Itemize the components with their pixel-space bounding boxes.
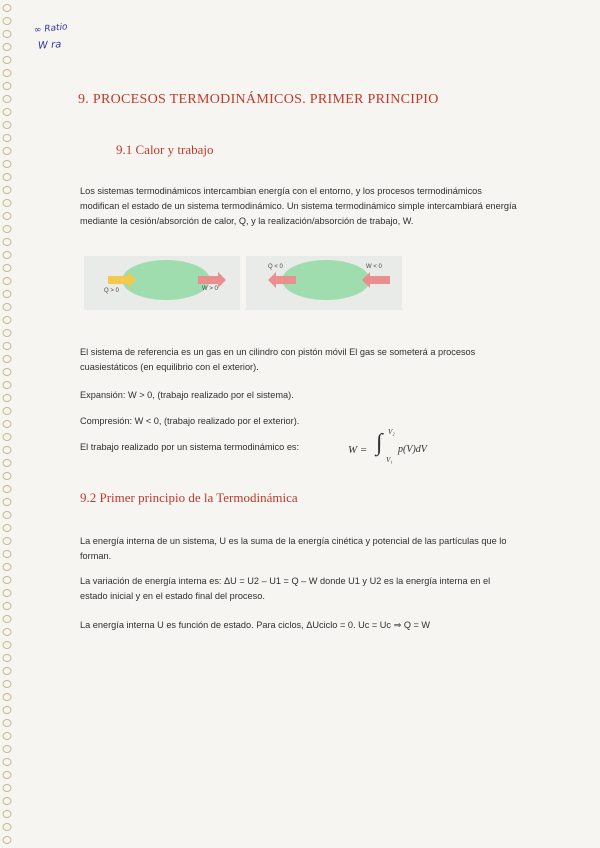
binding-hole — [3, 798, 11, 805]
paragraph-energy-variation: La variación de energía interna es: ΔU = U2 – U1 = Q – W donde U1 y U2 es la energía interna en el estado inicial y en el estado final del proceso. — [80, 576, 491, 601]
binding-hole — [3, 694, 11, 701]
binding-hole — [3, 603, 11, 610]
binding-hole — [3, 31, 11, 38]
binding-hole — [3, 759, 11, 766]
binding-hole — [3, 395, 11, 402]
binding-hole — [3, 239, 11, 246]
binding-hole — [3, 499, 11, 506]
binding-hole — [3, 70, 11, 77]
binding-hole — [3, 733, 11, 740]
binding-hole — [3, 369, 11, 376]
paragraph-expansion: Expansión: W > 0, (trabajo realizado por el sistema). — [80, 390, 294, 400]
binding-hole — [3, 642, 11, 649]
paragraph-state-function: La energía interna U es función de estado. Para ciclos, ΔUciclo = 0. Uc = Uc ⇒ Q = W — [80, 620, 431, 630]
binding-hole — [3, 226, 11, 233]
binding-hole — [3, 96, 11, 103]
figure-negative-exchange — [246, 256, 402, 310]
binding-hole — [3, 785, 11, 792]
binding-hole — [3, 109, 11, 116]
binding-hole — [3, 811, 11, 818]
handwritten-annotation-bottom: W ra — [37, 39, 62, 52]
binding-hole — [3, 772, 11, 779]
binding-hole — [3, 330, 11, 337]
binding-hole — [3, 473, 11, 480]
paragraph-work: El trabajo realizado por un sistema termodinámico es: — [80, 442, 300, 452]
binding-hole — [3, 447, 11, 454]
formula-lhs: W = — [348, 444, 368, 456]
binding-hole — [3, 57, 11, 64]
formula-lower-limit: V₁ — [386, 456, 393, 464]
binding-hole — [3, 213, 11, 220]
figure-positive-diagram — [84, 256, 240, 310]
paragraph-intro: Los sistemas termodinámicos intercambian energía con el entorno, y los procesos termodinámicos modifican el estado de un sistema termodinámico. Un sistema termodinámico simple intercambiará energía mediante la cesión/absorción de calor, Q, y la realización/absorción de trabajo, W. — [80, 186, 517, 226]
binding-hole — [3, 135, 11, 142]
q-label-left: Q > 0 — [104, 288, 119, 294]
spiral-binding — [0, 0, 16, 848]
binding-hole — [3, 252, 11, 259]
binding-hole — [3, 18, 11, 25]
binding-hole — [3, 356, 11, 363]
work-integral-formula — [346, 430, 456, 466]
binding-hole — [3, 291, 11, 298]
binding-hole — [3, 382, 11, 389]
paragraph-reference-system: El sistema de referencia es un gas en un cilindro con pistón móvil El gas se someterá a procesos cuasiestáticos (en equilibrio con el exterior). — [80, 347, 476, 372]
w-label-left: W > 0 — [202, 286, 218, 292]
binding-hole — [3, 421, 11, 428]
binding-hole — [3, 148, 11, 155]
binding-hole — [3, 83, 11, 90]
binding-hole — [3, 187, 11, 194]
binding-hole — [3, 590, 11, 597]
binding-hole — [3, 629, 11, 636]
chapter-title: 9. PROCESOS TERMODINÁMICOS. PRIMER PRINCIPIO — [78, 92, 439, 107]
section-heading-heat-work: 9.1 Calor y trabajo — [116, 142, 214, 157]
binding-hole — [3, 655, 11, 662]
binding-hole — [3, 460, 11, 467]
binding-hole — [3, 278, 11, 285]
binding-hole — [3, 668, 11, 675]
binding-hole — [3, 408, 11, 415]
figure-positive-exchange — [84, 256, 240, 310]
binding-hole — [3, 5, 11, 12]
binding-hole — [3, 551, 11, 558]
binding-hole — [3, 538, 11, 545]
binding-hole — [3, 304, 11, 311]
binding-hole — [3, 746, 11, 753]
binding-hole — [3, 512, 11, 519]
binding-hole — [3, 720, 11, 727]
binding-hole — [3, 577, 11, 584]
binding-hole — [3, 122, 11, 129]
binding-hole — [3, 174, 11, 181]
paragraph-internal-energy: La energía interna de un sistema, U es la suma de la energía cinética y potencial de las partículas que lo forman. — [80, 536, 507, 561]
formula-upper-limit: V₂ — [388, 428, 395, 436]
q-label-right: Q < 0 — [268, 264, 283, 270]
binding-hole — [3, 317, 11, 324]
binding-hole — [3, 681, 11, 688]
binding-hole — [3, 44, 11, 51]
binding-hole — [3, 525, 11, 532]
binding-hole — [3, 486, 11, 493]
binding-hole — [3, 616, 11, 623]
w-label-right: W < 0 — [366, 264, 382, 270]
binding-hole — [3, 434, 11, 441]
section-heading-first-law: 9.2 Primer principio de la Termodinámica — [80, 490, 298, 505]
binding-hole — [3, 837, 11, 844]
paragraph-compression: Compresión: W < 0, (trabajo realizado por el exterior). — [80, 416, 300, 426]
binding-hole — [3, 564, 11, 571]
integral-sign: ∫ — [376, 430, 383, 456]
binding-hole — [3, 161, 11, 168]
binding-hole — [3, 343, 11, 350]
binding-hole — [3, 707, 11, 714]
binding-hole — [3, 200, 11, 207]
binding-hole — [3, 824, 11, 831]
binding-hole — [3, 265, 11, 272]
formula-integrand: p(V)dV — [398, 444, 427, 455]
handwritten-annotation-top: ∞ Ratio — [33, 22, 69, 36]
